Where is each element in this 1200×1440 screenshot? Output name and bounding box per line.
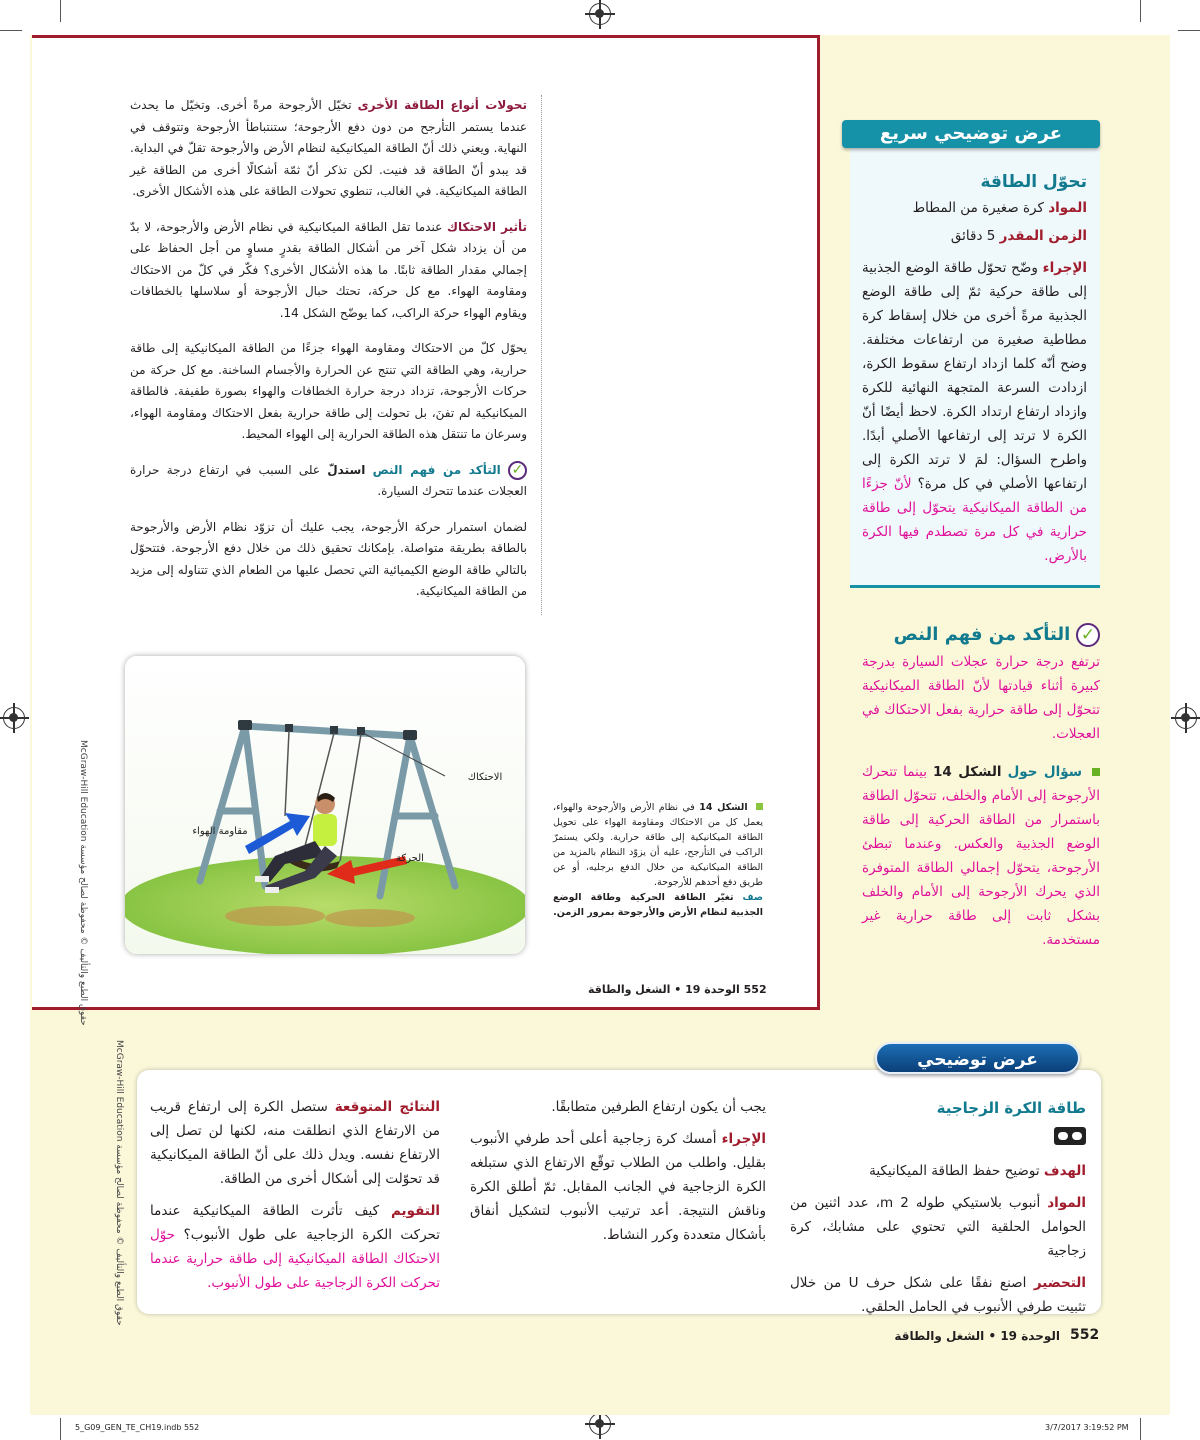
- te-side-credit: حقوق الطبع والتأليف © محفوظة لصالح مؤسسة McGraw-Hill Education: [114, 1040, 124, 1326]
- paragraph-text: يحوّل كلّ من الاحتكاك ومقاومة الهواء جزءًا من الطاقة الميكانيكية إلى طاقة حرارية، وهي الطاقة التي تنتج عن الحرارة والأجسام الساخنة. مع كل حركة من حركات الأرجوحة، تزداد درجة حرارة الخطافات والهواء بصورة طفيفة. فالطاقة الميكانيكية لم تفنَ، بل تحولت إلى طاقة حرارية بفعل الاحتكاك ومقاومة الهواء، وسرعان ما تنتقل هذه الطاقة الحرارية إلى الهواء المحيط.: [130, 341, 527, 441]
- check-icon: ✓: [508, 461, 527, 480]
- registration-mark-icon: [589, 3, 611, 25]
- procedure-text: وضّح تحوّل طاقة الوضع الجذبية إلى طاقة حركية ثمّ إلى طاقة الوضع الجذبية مرةً أخرى من خلال إسقاط كرة مطاطية صغيرة من ارتفاعات مختلفة. وضح أنّه كلما ازداد ارتفاع سقوط الكرة، ازدادت السرعة المتجهة النهائية للكرة وازداد ارتفاع ارتداد الكرة. لاحظ أيضًا أنّ الكرة لا ترتد إلى ارتفاعها الأصلي أبدًا. واطرح السؤال: لمَ لا ترتد الكرة إلى ارتفاعها الأصلي في كل مرة؟: [862, 260, 1087, 492]
- te-page-number: 552: [1070, 1327, 1100, 1343]
- demo-procedure-label: الإجراء: [721, 1131, 766, 1147]
- demo-results-text: ستصل الكرة إلى ارتفاع قريب من الارتفاع الذي انطلقت منه، لكنها لن تصل إلى الارتفاع نفسه. ويدل ذلك على أنّ الطاقة الميكانيكية قد تحوّلت إلى أشكال أخرى من الطاقة.: [150, 1099, 440, 1187]
- demo-left-column: [150, 1095, 440, 1295]
- crop-mark: [60, 1418, 61, 1440]
- crop-mark: [0, 30, 22, 31]
- procedure-block: [862, 256, 1087, 568]
- demo-purpose-label: الهدف: [1043, 1163, 1086, 1179]
- reading-check-answer-block: [862, 620, 1100, 952]
- time-line: [862, 224, 1087, 248]
- registration-mark-icon: [1175, 707, 1197, 729]
- paragraph-text: لضمان استمرار حركة الأرجوحة، يجب عليك أن تزوّد نظام الأرض والأرجوحة بالطاقة بطريقة متواصلة. بإمكانك تحقيق ذلك من خلال دفع الأرجوحة. فتتحوّل بالتالي طاقة الوضع الكيميائية التي تحصل عليها من الطعام الذي تتناوله إلى مزيد من الطاقة الميكانيكية.: [130, 519, 527, 598]
- demo-pill: عرض توضيحي: [875, 1042, 1080, 1074]
- figure-question-ref: الشكل 14: [932, 764, 1002, 780]
- demo-materials-text: أنبوب بلاستيكي طوله 2 m، عدد اثنين من الحوامل الحلقية التي تحتوي على مشابك، كرة زجاجية: [790, 1195, 1086, 1259]
- quick-demo-content: [862, 168, 1087, 568]
- bullet-icon: [1092, 768, 1100, 776]
- figure-question-block: [862, 760, 1100, 952]
- te-chapter-footer: الوحدة 19 • الشغل والطاقة: [894, 1329, 1060, 1343]
- crop-mark: [1178, 30, 1200, 31]
- caption-text: في نظام الأرض والأرجوحة والهواء، يعمل كل من الاحتكاك ومقاومة الهواء على تحويل الطاقة الميكانيكية إلى طاقة حرارية. ولكي يستمرّ الراكب في التأرجح، عليه أن يزوّد النظام بالمزيد من الطاقة الميكانيكية من خلال الدفع برجليه، أو عن طريق دفع أحدهم للأرجوحة.: [553, 802, 763, 888]
- demo-purpose-text: توضيح حفظ الطاقة الميكانيكية: [869, 1163, 1040, 1179]
- label-air-resistance: مقاومة الهواء: [192, 826, 248, 837]
- time-label: الزمن المقدر: [999, 228, 1087, 244]
- demo-results-label: النتائج المتوقعة: [334, 1099, 440, 1115]
- print-timestamp: 3/7/2017 3:19:52 PM: [1045, 1423, 1129, 1432]
- demo-prep-continued: يجب أن يكون ارتفاع الطرفين متطابقًا.: [551, 1099, 766, 1115]
- demo-materials-label: المواد: [1047, 1195, 1087, 1211]
- registration-mark-icon: [589, 1413, 611, 1435]
- demo-procedure-text: أمسك كرة زجاجية أعلى أحد طرفي الأنبوب بقليل. واطلب من الطلاب توقّع الارتفاع الذي ستبلغه الكرة الزجاجية في الجانب المقابل. ثمّ أطلق الكرة وناقش النتيجة. أعد ترتيب الأنبوب لتشكيل أنفاق بأشكال متعددة وكرر النشاط.: [470, 1131, 766, 1243]
- caption-bullet-icon: [756, 803, 763, 810]
- label-friction: الاحتكاك: [467, 772, 503, 783]
- reading-check-title: التأكد من فهم النص: [893, 624, 1071, 645]
- demo-prep: [790, 1271, 1086, 1319]
- demo-materials: [790, 1191, 1086, 1263]
- heading-friction-effect: تأثير الاحتكاك: [446, 219, 527, 234]
- materials-label: المواد: [1048, 200, 1087, 216]
- swing-illustration: [125, 656, 525, 954]
- student-column: [130, 95, 527, 617]
- paragraph-transformations: [130, 95, 527, 203]
- figure-question-answer: بينما تتحرك الأرجوحة إلى الأمام والخلف، تتحوّل الطاقة باستمرار من الطاقة الحركية إلى طاقة الوضع الجذبية والعكس. وعندما تبطئ الأرجوحة، يتحوّل إجمالي الطاقة المتوفرة الذي يحرك الأرجوحة إلى الأمام والخلف بشكل ثابت إلى طاقة حرارية غير مستخدمة.: [862, 764, 1100, 948]
- demo-assessment-label: التقويم: [390, 1203, 441, 1219]
- demo-assessment-text: كيف تأثرت الطاقة الميكانيكية عندما تحركت الكرة الزجاجية على طول الأنبوب؟: [150, 1203, 441, 1243]
- demo-purpose: [790, 1159, 1086, 1183]
- paragraph-friction-effect: [130, 217, 527, 325]
- time-value: 5 دقائق: [950, 228, 996, 244]
- demo-middle-column: [470, 1095, 766, 1247]
- student-page-footer: 552 الوحدة 19 • الشغل والطاقة: [588, 983, 767, 996]
- reading-check-heading: [862, 620, 1100, 650]
- demo-prep-text: اصنع نفقًا على شكل حرف U من خلال تثبيت طرفي الأنبوب في الحامل الحلقي.: [790, 1275, 1086, 1315]
- reading-check: [130, 460, 527, 503]
- reading-check-text: على السبب في ارتفاع درجة حرارة العجلات عندما تتحرك السيارة.: [130, 462, 527, 498]
- demo-assessment-answer: حوّل الاحتكاك الطاقة الميكانيكية إلى طاقة حرارية عندما تحركت الكرة الزجاجية على طول الأنبوب.: [150, 1227, 440, 1291]
- quick-demo-title: تحوّل الطاقة: [980, 172, 1087, 192]
- label-motion: الحركة: [396, 853, 424, 864]
- demo-title: طاقة الكرة الزجاجية: [936, 1099, 1086, 1117]
- paragraph-thermal: [130, 338, 527, 446]
- crop-mark: [60, 0, 61, 22]
- materials-line: [862, 196, 1087, 220]
- materials-value: كرة صغيرة من المطاط: [912, 200, 1044, 216]
- goggles-row: [790, 1127, 1086, 1153]
- crop-mark: [1140, 1418, 1141, 1440]
- column-divider: [541, 95, 542, 615]
- figure-question-label: سؤال حول: [1007, 764, 1082, 780]
- figure-14-swing: [125, 656, 525, 954]
- procedure-answer: لأنّ جزءًا من الطاقة الميكانيكية يتحوّل إلى طاقة حرارية في كل مرة تصطدم فيها الكرة بالأرض.: [862, 476, 1087, 564]
- demo-procedure: [470, 1127, 766, 1247]
- caption-question-label: صف: [742, 892, 763, 903]
- heading-other-transformations: تحولات أنواع الطاقة الأخرى: [357, 98, 527, 112]
- demo-right-column: [790, 1095, 1086, 1319]
- safety-goggles-icon: [1054, 1127, 1086, 1145]
- paragraph-text: تخيّل الأرجوحة مرةً أخرى. وتخيّل ما يحدث عندما يستمر التأرجح من دون دفع الأرجوحة؛ ستنتباطأ الأرجوحة وتتوقف في النهاية. ويعني ذلك أنّ الطاقة الميكانيكية لنظام الأرض والأرجوحة تقلّ في البداية. قد يبدو أنّ الطاقة قد فنيت. لكن تذكر أنّ ثمّة أشكالًا أخرى من الطاقة غير الطاقة الميكانيكية. في الغالب، تنطوي تحولات الطاقة على هذه الأشكال الأخرى.: [130, 98, 527, 198]
- paragraph-text: عندما تقل الطاقة الميكانيكية في نظام الأرض والأرجوحة، لا بدّ من أن يزداد شكل آخر من أشكال الطاقة بقدرٍ مساوٍ من أجل الحفاظ على إجمالي مقدار الطاقة ثابتًا. ما هذه الأشكال الأخرى؟ فكّر في كلّ من الاحتكاك ومقاومة الهواء. مع كل حركة، تحتك حبال الأرجوحة أو سلاسلها بالخطافات ويقاوم الهواء حركة الراكب، كما يوضّح الشكل 14.: [130, 219, 527, 320]
- reading-check-verb: استدلّ: [327, 462, 366, 477]
- crop-mark: [1140, 0, 1141, 22]
- reading-check-answer: ترتفع درجة حرارة عجلات السيارة بدرجة كبيرة أثناء قيادتها لأنّ الطاقة الميكانيكية تتحوّل إلى طاقة حرارية بفعل الاحتكاك في العجلات.: [862, 654, 1100, 742]
- demo-prep-label: التحضير: [1033, 1275, 1086, 1291]
- demo-results: [150, 1095, 440, 1191]
- paragraph-continuous-energy: [130, 517, 527, 603]
- caption-title: الشكل 14: [699, 802, 748, 813]
- registration-mark-icon: [3, 707, 25, 729]
- procedure-label: الإجراء: [1042, 260, 1088, 276]
- student-side-credit: حقوق الطبع والتأليف © محفوظة لصالح مؤسسة McGraw-Hill Education: [78, 740, 88, 1026]
- demo-assessment: [150, 1199, 440, 1295]
- check-icon: ✓: [1076, 623, 1100, 647]
- figure-caption: [553, 800, 763, 920]
- caption-question-text: تغيّر الطاقة الحركية وطاقة الوضع الجذبية لنظام الأرض والأرجوحة بمرور الزمن.: [553, 892, 763, 918]
- reading-check-label: التأكد من فهم النص: [372, 462, 501, 477]
- quick-demo-banner: عرض توضيحي سريع: [842, 120, 1100, 148]
- print-file-name: 5_G09_GEN_TE_CH19.indb 552: [75, 1423, 200, 1432]
